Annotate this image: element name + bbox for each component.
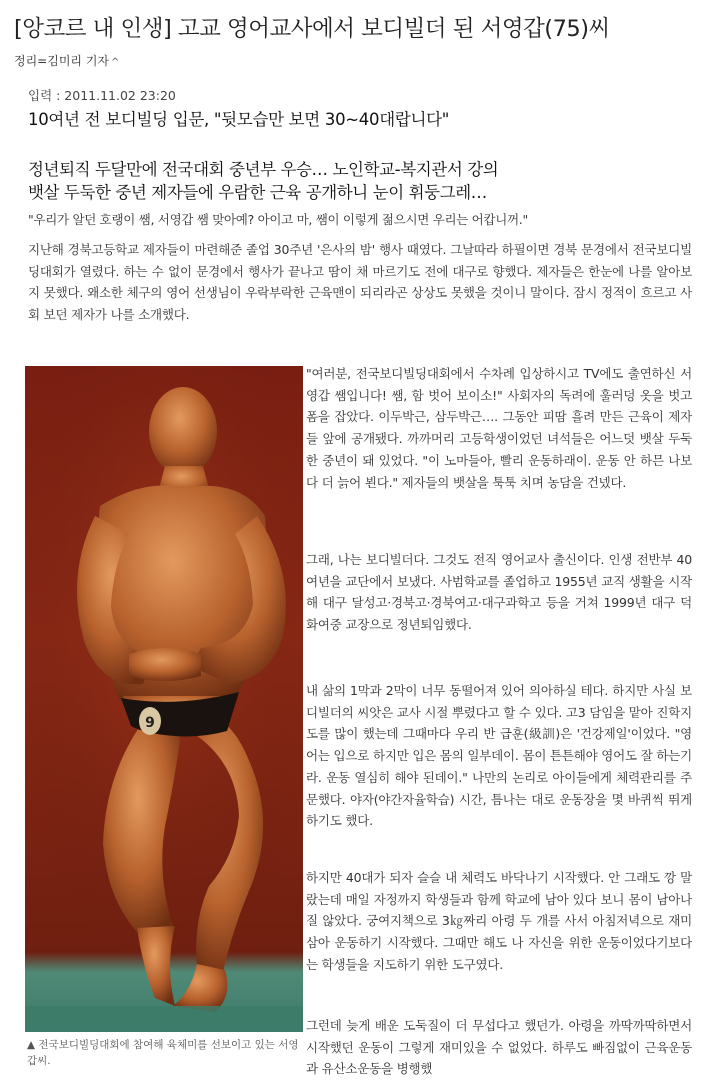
bodybuilder-photo	[25, 366, 303, 1032]
lead-quote: "우리가 알던 호랭이 쌤, 서영갑 쌤 맞아예? 아이고 마, 쌤이 이렇게 젊으시면 우리는 어캅니꺼."	[28, 212, 528, 227]
reporter-name: 정리=김미리 기자	[14, 54, 110, 68]
article-paragraph-1: 지난해 경북고등학교 제자들이 마련해준 졸업 30주년 '은사의 밤' 행사 때였다. 그날따라 하필이면 경북 문경에서 전국보디빌딩대회가 열렸다. 하는 수 없이 문경에서 행사가 끝나고 땀이 채 마르기도 전에 대구로 향했다. 제자들은 한눈에 나를 알아보지 못했다. 왜소한 체구의 영어 선생님이 우락부락한 근육맨이 되리라곤 상상도 못했을 것이니 말이다. 잠시 정적이 흐르고 사회 보던 제자가 나를 소개했다.	[28, 242, 692, 323]
trunks-number: 9	[145, 715, 155, 731]
article-paragraph-5: 하지만 40대가 되자 슬슬 내 체력도 바닥나기 시작했다. 안 그래도 깡 말랐는데 매일 자정까지 학생들과 함께 학교에 남아 있다 보니 몸이 남아나질 않았다. 궁여지책으로 3㎏짜리 아령 두 개를 사서 아침저녁으로 재미삼아 운동하기 시작했다. 그때만 해도 나 자신을 위한 운동이었다기보다는 학생들을 지도하기 위한 도구였다.	[306, 870, 692, 972]
article-paragraph-6: 그런데 늦게 배운 도둑질이 더 무섭다고 했던가. 아령을 까딱까딱하면서 시작했던 운동이 그렇게 재미있을 수 없었다. 하루도 빠짐없이 근육운동과 유산소운동을 병행했	[306, 1018, 692, 1077]
chevron-up-icon[interactable]: ^	[111, 57, 120, 68]
article-paragraph-2: "여러분, 전국보디빌딩대회에서 수차례 입상하시고 TV에도 출연하신 서영갑 쌤입니다! 쌤, 함 벗어 보이소!" 사회자의 독려에 훌러덩 옷을 벗고 폼을 잡았다. 이두박근, 삼두박근…. 그동안 피땀 흘려 만든 근육이 제자들 앞에 공개됐다. 까까머리 고등학생이었던 녀석들은 어느덧 뱃살 두둑한 중년이 돼 있었다. "이 노마들아, 빨리 운동하래이. 운동 안 하믄 나보다 더 늙어 뵌다." 제자들의 뱃살을 툭툭 치며 농담을 건넸다.	[306, 366, 692, 490]
article-header	[28, 86, 705, 228]
subtitle-primary: 10여년 전 보디빌딩 입문, "뒷모습만 보면 30~40대랍니다"	[28, 110, 450, 129]
subtitle-secondary-line2: 뱃살 두둑한 중년 제자들에 우람한 근육 공개하니 눈이 휘둥그레…	[28, 183, 487, 202]
reporter-byline[interactable]	[14, 52, 119, 69]
article-paragraph-3: 그래, 나는 보디빌더다. 그것도 전직 영어교사 출신이다. 인생 전반부 40여년을 교단에서 보냈다. 사범학교를 졸업하고 1955년 교직 생활을 시작해 대구 달성고·경북고·경북여고·대구과학고 등을 거쳐 1999년 대구 덕화여중 교장으로 정년퇴임했다.	[306, 552, 692, 633]
subtitle-secondary	[28, 158, 705, 204]
subtitle-secondary-line1: 정년퇴직 두달만에 전국대회 중년부 우승… 노인학교-복지관서 강의	[28, 160, 499, 179]
article-headline: [앙코르 내 인생] 고교 영어교사에서 보디빌더 된 서영갑(75)씨	[14, 16, 610, 42]
article-paragraph-4: 내 삶의 1막과 2막이 너무 동떨어져 있어 의아하실 테다. 하지만 사실 보디빌더의 씨앗은 교사 시절 뿌렸다고 할 수 있다. 고3 담임을 맡아 진학지도를 많이 했는데 그때마다 우리 반 급훈(級訓)은 '건강제일'이었다. "영어는 입으로 하지만 입은 몸의 일부데이. 몸이 튼튼해야 영어도 잘 하는기라. 운동 열심히 해야 된데이." 나만의 논리로 아이들에게 체력관리를 주문했다. 야자(야간자율학습) 시간, 틈나는 대로 운동장을 몇 바퀴씩 뛰게 하기도 했다.	[306, 683, 692, 829]
publish-date: 입력 : 2011.11.02 23:20	[28, 88, 176, 103]
photo-caption: ▲ 전국보디빌딩대회에 참여해 육체미를 선보이고 있는 서영갑씨.	[27, 1039, 299, 1067]
bodybuilder-figure	[25, 366, 303, 1032]
